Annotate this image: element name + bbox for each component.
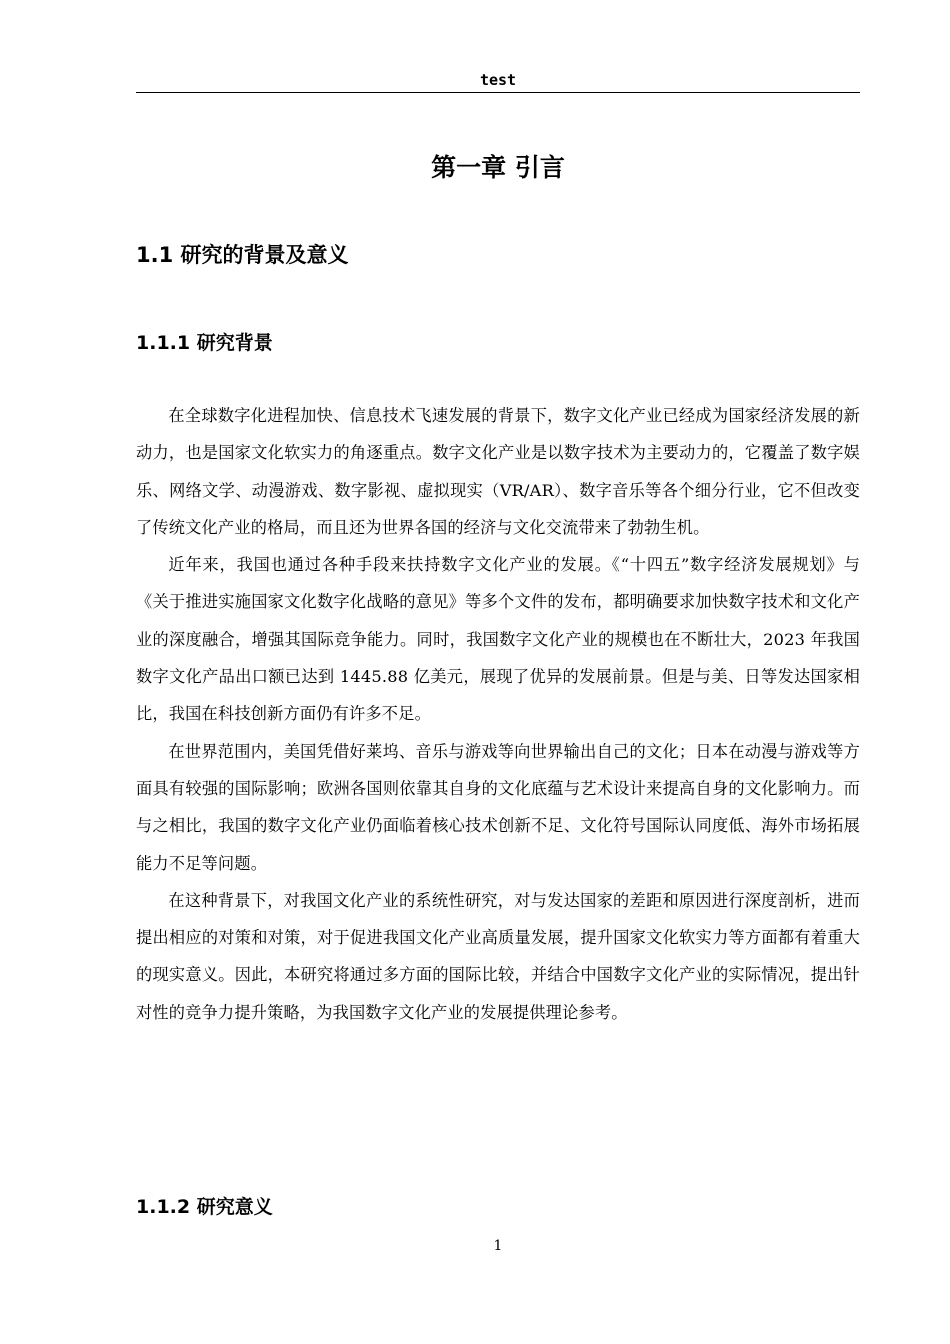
- page-number: 1: [493, 1238, 503, 1254]
- subsection-title-background: 1.1.1 研究背景: [136, 332, 273, 354]
- page-header: [136, 70, 860, 93]
- paragraph: 在世界范围内，美国凭借好莱坞、音乐与游戏等向世界输出自己的文化；日本在动漫与游戏等方面具有较强的国际影响；欧洲各国则依靠其自身的文化底蕴与艺术设计来提高自身的文化影响力。而与之相比，我国的数字文化产业仍面临着核心技术创新不足、文化符号国际认同度低、海外市场拓展能力不足等问题。: [136, 741, 860, 873]
- chapter-title: 第一章 引言: [431, 153, 565, 182]
- header-text: test: [479, 71, 517, 89]
- paragraph: 近年来，我国也通过各种手段来扶持数字文化产业的发展。《“十四五”数字经济发展规划》与《关于推进实施国家文化数字化战略的意见》等多个文件的发布，都明确要求加快数字技术和文化产业的深度融合，增强其国际竞争能力。同时，我国数字文化产业的规模也在不断壮大，2023 年我国数字文化产品出口额已达到 1445.88 亿美元，展现了优异的发展前景。但是与美、日等发达国家相比，我国在科技创新方面仍有许多不足。: [136, 555, 860, 724]
- section-title: 1.1 研究的背景及意义: [136, 243, 349, 267]
- body-text: [136, 397, 860, 1031]
- paragraph: 在这种背景下，对我国文化产业的系统性研究，对与发达国家的差距和原因进行深度剖析，进而提出相应的对策和对策，对于促进我国文化产业高质量发展，提升国家文化软实力等方面都有着重大的现实意义。因此，本研究将通过多方面的国际比较，并结合中国数字文化产业的实际情况，提出针对性的竞争力提升策略，为我国数字文化产业的发展提供理论参考。: [136, 890, 860, 1022]
- paragraph: 在全球数字化进程加快、信息技术飞速发展的背景下，数字文化产业已经成为国家经济发展的新动力，也是国家文化软实力的角逐重点。数字文化产业是以数字技术为主要动力的，它覆盖了数字娱乐、网络文学、动漫游戏、数字影视、虚拟现实（VR/AR）、数字音乐等各个细分行业，它不但改变了传统文化产业的格局，而且还为世界各国的经济与文化交流带来了勃勃生机。: [136, 406, 860, 537]
- subsection-title-significance: 1.1.2 研究意义: [136, 1196, 273, 1218]
